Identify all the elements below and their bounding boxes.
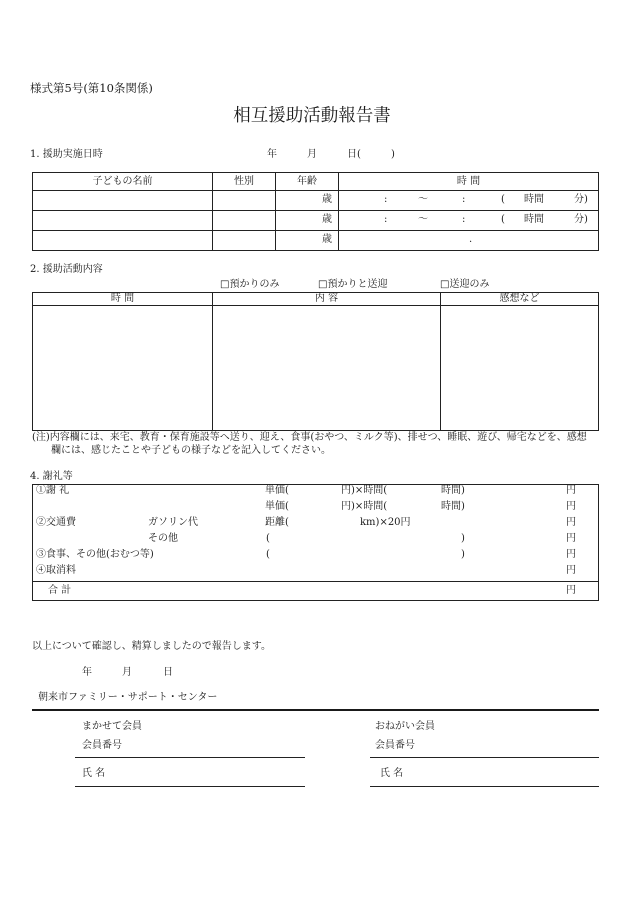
sex-cell	[213, 211, 276, 230]
header-time: 時 間	[33, 293, 213, 305]
table-header-row	[33, 173, 598, 191]
note-line-1: (注)内容欄には、来宅、教育・保育施設等へ送り、迎え、食事(おやつ、ミルク等)、排せつ、睡眠、遊び、帰宅などを、感想	[32, 432, 587, 443]
yen-times-hours-label: 円)×時間(	[341, 501, 388, 512]
schedule-table	[32, 172, 599, 251]
age-unit: 歳	[322, 234, 332, 245]
open-paren: (	[266, 533, 270, 544]
time-cell	[339, 211, 598, 230]
distance-label: 距離(	[265, 517, 289, 528]
end-time-colon: :	[462, 194, 466, 205]
yen-unit: 円	[566, 585, 576, 596]
activity-table	[32, 292, 599, 431]
child-name-cell	[33, 191, 213, 210]
checkbox-icon: □	[440, 279, 450, 290]
table-row	[33, 231, 598, 250]
confirmation-date-month: 月	[122, 667, 132, 678]
time-cell	[339, 231, 598, 250]
unit-price-label: 単価(	[265, 485, 289, 496]
sex-cell	[213, 231, 276, 250]
age-cell	[276, 191, 339, 210]
rate-label: km)×20円	[360, 517, 411, 528]
fee-table	[32, 484, 599, 601]
close-paren: )	[461, 533, 465, 544]
cancellation-label: ④取消料	[36, 565, 76, 576]
table-row	[33, 211, 598, 231]
provider-member-type: まかせて会員	[82, 721, 142, 732]
header-content: 内 容	[213, 293, 441, 305]
header-sex: 性別	[213, 173, 276, 190]
requester-number-label: 会員番号	[375, 740, 415, 751]
impressions-entry-cell	[441, 306, 598, 430]
date-month-label: 月	[307, 149, 317, 160]
yen-unit: 円	[566, 533, 576, 544]
meals-label: ③食事、その他(おむつ等)	[36, 549, 154, 560]
checkbox-icon: □	[318, 279, 328, 290]
date-weekday-close: )	[391, 149, 395, 160]
duration-open-paren: (	[501, 194, 505, 205]
fee-row-reward	[33, 485, 598, 501]
checkbox-icon: □	[220, 279, 230, 290]
provider-name-label: 氏 名	[82, 768, 106, 779]
start-time-colon: :	[384, 194, 388, 205]
duration-hours-unit: 時間	[524, 214, 544, 225]
duration-minutes-unit: 分)	[574, 214, 588, 225]
time-range-tilde: 〜	[418, 214, 428, 225]
option-care-and-transport	[318, 279, 387, 291]
option-label: 送迎のみ	[449, 279, 490, 290]
hours-close-label: 時間)	[441, 485, 465, 496]
requester-number-line	[370, 757, 599, 758]
date-day-label: 日(	[347, 149, 361, 160]
transport-label: ②交通費	[36, 517, 76, 528]
unit-price-label: 単価(	[265, 501, 289, 512]
requester-name-label: 氏 名	[380, 768, 404, 779]
header-time: 時 間	[456, 176, 481, 187]
provider-number-label: 会員番号	[82, 740, 122, 751]
fee-row-transport-other	[33, 533, 598, 549]
total-label: 合 計	[48, 585, 72, 596]
child-name-cell	[33, 211, 213, 230]
fee-row-reward	[33, 501, 598, 517]
fee-label: ①謝 礼	[36, 485, 70, 496]
age-unit: 歳	[322, 214, 332, 225]
provider-number-line	[75, 757, 305, 758]
requester-name-line	[370, 786, 599, 787]
yen-times-hours-label: 円)×時間(	[341, 485, 388, 496]
confirmation-statement: 以上について確認し、精算しましたので報告します。	[32, 641, 271, 652]
section-heading-schedule: 1. 援助実施日時	[30, 149, 103, 160]
form-number: 様式第5号(第10条関係)	[30, 81, 153, 95]
age-unit: 歳	[322, 194, 332, 205]
age-cell	[276, 211, 339, 230]
provider-name-line	[75, 786, 305, 787]
yen-unit: 円	[566, 501, 576, 512]
other-transport-label: その他	[148, 533, 178, 544]
yen-unit: 円	[566, 517, 576, 528]
table-row	[33, 306, 598, 430]
yen-unit: 円	[566, 549, 576, 560]
content-entry-cell	[213, 306, 441, 430]
note-line-2: 欄には、感じたことや子どもの様子などを記入してください。	[51, 445, 331, 456]
child-name-cell	[33, 231, 213, 250]
section-heading-activity: 2. 援助活動内容	[30, 264, 103, 275]
option-label: 預かりと送迎	[327, 279, 388, 290]
time-entry-cell	[33, 306, 213, 430]
duration-hours-unit: 時間	[524, 194, 544, 205]
requester-member-type: おねがい会員	[375, 721, 435, 732]
option-transport-only	[440, 279, 489, 291]
time-dot: .	[469, 234, 473, 245]
yen-unit: 円	[566, 485, 576, 496]
confirmation-date-day: 日	[163, 667, 173, 678]
time-range-tilde: 〜	[418, 194, 428, 205]
fee-row-meals	[33, 549, 598, 565]
table-header-row	[33, 293, 598, 306]
duration-open-paren: (	[501, 214, 505, 225]
table-row	[33, 191, 598, 211]
sex-cell	[213, 191, 276, 210]
start-time-colon: :	[384, 214, 388, 225]
option-care-only	[220, 279, 279, 291]
age-cell	[276, 231, 339, 250]
end-time-colon: :	[462, 214, 466, 225]
close-paren: )	[461, 549, 465, 560]
center-name: 朝来市ファミリー・サポート・センター	[38, 692, 218, 703]
duration-minutes-unit: 分)	[574, 194, 588, 205]
hours-close-label: 時間)	[441, 501, 465, 512]
center-underline	[32, 709, 599, 711]
date-year-label: 年	[267, 149, 277, 160]
open-paren: (	[266, 549, 270, 560]
fee-row-cancellation	[33, 565, 598, 581]
option-label: 預かりのみ	[229, 279, 280, 290]
fee-row-transport-gasoline	[33, 517, 598, 533]
section-heading-fees: 4. 謝礼等	[30, 471, 73, 482]
gasoline-label: ガソリン代	[148, 517, 198, 528]
yen-unit: 円	[566, 565, 576, 576]
confirmation-date-year: 年	[82, 667, 92, 678]
page-title: 相互援助活動報告書	[233, 106, 391, 126]
header-child-name: 子どもの名前	[33, 173, 213, 190]
time-cell	[339, 191, 598, 210]
fee-total-row	[33, 581, 598, 600]
header-impressions: 感想など	[499, 293, 540, 304]
header-age: 年齢	[276, 173, 339, 190]
